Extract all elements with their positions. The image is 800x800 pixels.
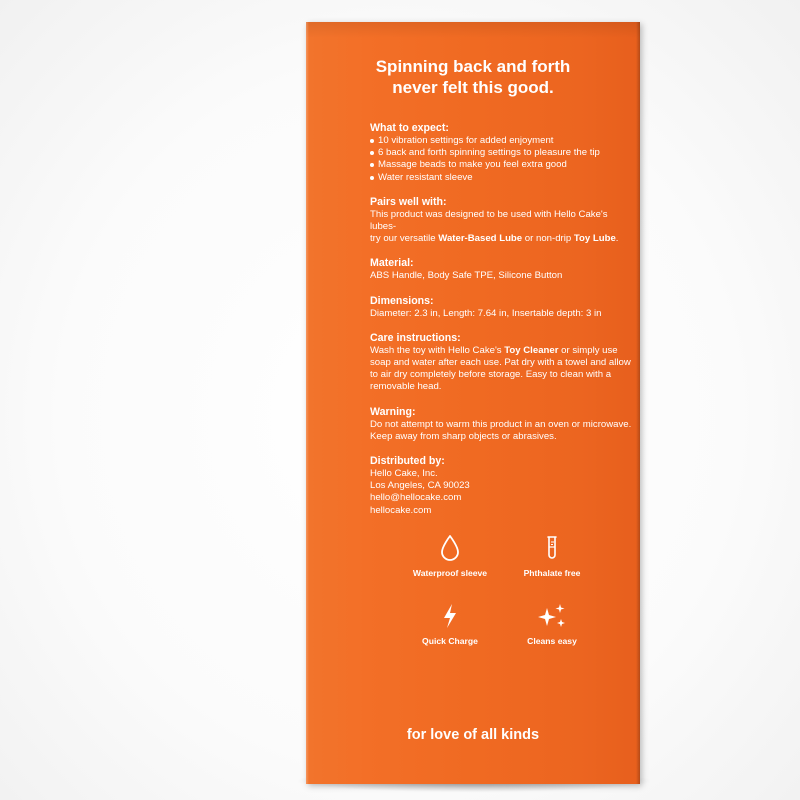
section-title: Material:: [370, 257, 414, 270]
droplet-icon: [438, 534, 462, 562]
section-distributed-by: [370, 455, 632, 517]
text-run: Wash the toy with Hello Cake's: [370, 344, 505, 356]
section-text: [370, 345, 632, 394]
headline-line-1: Spinning back and forth: [375, 57, 571, 76]
feature-cleans-easy: [502, 602, 602, 646]
bullet-item: Water resistant sleeve: [370, 172, 632, 184]
section-title: Distributed by:: [370, 455, 445, 468]
section-title: Dimensions:: [370, 294, 434, 307]
text-run: .: [615, 233, 619, 245]
section-what-to-expect: [370, 122, 632, 184]
feature-phthalate-free: [502, 534, 602, 578]
feature-label: Cleans easy: [527, 636, 577, 646]
lightning-icon: [438, 602, 462, 630]
product-info: [370, 122, 632, 529]
sparkles-icon: [537, 602, 567, 630]
toy-lube-mention: Toy Lube: [573, 233, 616, 245]
bullet-item: 10 vibration settings for added enjoyment: [370, 135, 632, 147]
text-run: try our versatile: [370, 233, 439, 245]
section-text: [370, 419, 632, 443]
section-title: Warning:: [370, 405, 416, 418]
headline: [326, 56, 620, 98]
section-title: What to expect:: [370, 122, 449, 134]
section-material: [370, 257, 632, 282]
box-top-flap: [306, 22, 640, 38]
text-run: This product was designed to be used with Hello Cake's lubes-: [370, 208, 608, 233]
box-right-edge: [636, 22, 640, 784]
feature-quick-charge: [400, 602, 500, 646]
section-pairs-well-with: [370, 196, 632, 246]
box-left-edge: [306, 22, 309, 784]
test-tube-icon: [540, 534, 564, 562]
company-address: Los Angeles, CA 90023: [370, 480, 470, 492]
product-box-back: [306, 22, 640, 784]
company-name: Hello Cake, Inc.: [370, 468, 438, 480]
feature-label: Quick Charge: [422, 636, 478, 646]
section-title: Care instructions:: [370, 331, 461, 344]
bullet-item: 6 back and forth spinning settings to pleasure the tip: [370, 147, 632, 159]
text-run: Do not attempt to warm this product in an oven or microwave.: [370, 418, 632, 430]
section-care-instructions: [370, 332, 632, 394]
company-website: hellocake.com: [370, 504, 432, 516]
bullet-item: Massage beads to make you feel extra good: [370, 159, 632, 171]
tagline: for love of all kinds: [406, 727, 540, 743]
text-run: Keep away from sharp objects or abrasives.: [370, 430, 557, 442]
water-based-lube-mention: Water-Based Lube: [438, 233, 523, 245]
company-email: hello@hellocake.com: [370, 492, 462, 504]
section-text: ABS Handle, Body Safe TPE, Silicone Button: [370, 270, 563, 282]
section-warning: [370, 406, 632, 443]
section-text: Diameter: 2.3 in, Length: 7.64 in, Insertable depth: 3 in: [370, 307, 602, 319]
toy-cleaner-mention: Toy Cleaner: [504, 344, 559, 356]
feature-bullet-list: [370, 135, 632, 184]
feature-label: Waterproof sleeve: [412, 568, 488, 578]
headline-line-2: never felt this good.: [392, 78, 554, 97]
section-title: Pairs well with:: [370, 195, 447, 208]
feature-label: Phthalate free: [523, 568, 581, 578]
section-text: [370, 209, 632, 246]
feature-waterproof: [400, 534, 500, 578]
section-dimensions: [370, 295, 632, 320]
text-run: or non-drip: [522, 233, 574, 245]
text-run: or simply use soap and water after each use. Pat dry with a towel and allow to air dry completely before storage. Easy to clean with a removable head.: [370, 344, 631, 393]
